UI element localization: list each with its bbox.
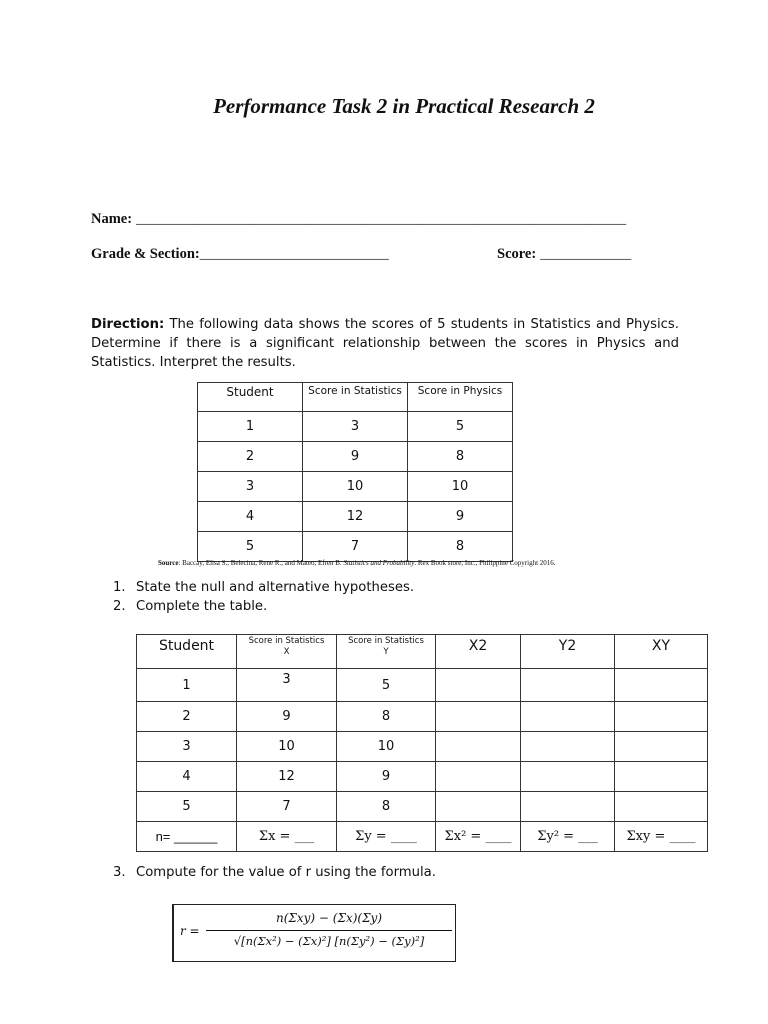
sum-n[interactable]: n= ______ <box>137 822 237 852</box>
header-xy: XY <box>615 635 708 669</box>
direction-label: Direction: <box>91 317 165 332</box>
table-row <box>198 532 513 562</box>
table-row <box>137 669 708 702</box>
cell-y: 9 <box>337 762 436 792</box>
formula-lhs: r = <box>180 924 200 938</box>
cell-y-squared[interactable] <box>521 762 615 792</box>
header-score-x-line1: Score in Statistics <box>248 636 325 646</box>
cell-x-squared[interactable] <box>436 732 521 762</box>
table-row <box>137 702 708 732</box>
source-label: Source <box>158 559 179 567</box>
formula-box <box>172 904 456 962</box>
cell-xy[interactable] <box>615 762 708 792</box>
instruction-item <box>113 580 414 595</box>
instruction-item <box>113 865 436 880</box>
cell-y: 10 <box>337 732 436 762</box>
header-student: Student <box>137 635 237 669</box>
cell-student: 2 <box>137 702 237 732</box>
cell-y: 8 <box>337 792 436 822</box>
instruction-number: 3. <box>113 865 126 880</box>
header-y-squared-label: Y2 <box>558 638 577 654</box>
table-row <box>137 762 708 792</box>
header-score-x <box>237 635 337 669</box>
source-citation <box>158 559 556 567</box>
header-score-y-line1: Score in Statistics <box>348 636 424 646</box>
cell-x-squared[interactable] <box>436 702 521 732</box>
grade-section-field[interactable] <box>91 245 389 263</box>
cell-student: 5 <box>137 792 237 822</box>
cell-x: 7 <box>237 792 337 822</box>
cell-student: 5 <box>198 532 303 562</box>
cell-student: 3 <box>137 732 237 762</box>
header-x-squared-label: X2 <box>468 638 488 654</box>
cell-student: 4 <box>198 502 303 532</box>
table-row <box>137 732 708 762</box>
cell-x: 9 <box>237 702 337 732</box>
cell-physics: 5 <box>408 412 513 442</box>
cell-student: 3 <box>198 472 303 502</box>
cell-x: 10 <box>237 732 337 762</box>
table-header-row <box>137 635 708 669</box>
cell-physics: 8 <box>408 532 513 562</box>
scores-table <box>197 382 513 562</box>
header-score-x-line2: X <box>283 647 290 657</box>
formula-numerator: n(Σxy) − (Σx)(Σy) <box>275 911 383 925</box>
header-score-y-line2: Y <box>383 647 389 657</box>
sum-y-squared[interactable]: Σy² = ___ <box>521 822 615 852</box>
cell-statistics: 9 <box>303 442 408 472</box>
cell-y-squared[interactable] <box>521 732 615 762</box>
header-score-statistics: Score in Statistics <box>303 383 408 412</box>
instruction-text: Compute for the value of r using the formula. <box>136 865 436 880</box>
table-row <box>137 792 708 822</box>
header-score-physics: Score in Physics <box>408 383 513 412</box>
sum-row <box>137 822 708 852</box>
cell-xy[interactable] <box>615 702 708 732</box>
fraction-bar <box>206 930 452 931</box>
instruction-item <box>113 599 267 614</box>
sum-y[interactable]: Σy = ____ <box>337 822 436 852</box>
table-row <box>198 412 513 442</box>
cell-student: 4 <box>137 762 237 792</box>
name-line: ______________________________________________________________________ <box>136 212 627 227</box>
instruction-number: 1. <box>113 580 126 595</box>
cell-x-squared[interactable] <box>436 762 521 792</box>
grade-section-line: ___________________________ <box>199 247 389 262</box>
cell-x-squared[interactable] <box>436 792 521 822</box>
cell-student: 2 <box>198 442 303 472</box>
source-text: : Baccay, Elisa S., Belecina, Rene R., and Mateo, Efren B. <box>178 559 344 567</box>
cell-y-squared[interactable] <box>521 669 615 702</box>
cell-xy[interactable] <box>615 669 708 702</box>
cell-physics: 9 <box>408 502 513 532</box>
table-row <box>198 472 513 502</box>
cell-physics: 8 <box>408 442 513 472</box>
computation-table <box>136 634 708 852</box>
source-tail: . Rex Book store, Inc., Philippine Copyright 2016. <box>414 559 556 567</box>
cell-xy[interactable] <box>615 792 708 822</box>
table-header-row <box>198 383 513 412</box>
name-label: Name: <box>91 211 133 227</box>
cell-y-squared[interactable] <box>521 702 615 732</box>
header-y-squared <box>521 635 615 669</box>
cell-x: 12 <box>237 762 337 792</box>
score-line: _____________ <box>540 247 632 262</box>
cell-x: 3 <box>237 669 337 702</box>
name-field[interactable] <box>91 210 626 228</box>
table-row <box>198 442 513 472</box>
sum-xy[interactable]: Σxy = ____ <box>615 822 708 852</box>
cell-statistics: 7 <box>303 532 408 562</box>
cell-xy[interactable] <box>615 732 708 762</box>
cell-y-squared[interactable] <box>521 792 615 822</box>
cell-x-squared[interactable] <box>436 669 521 702</box>
sum-x[interactable]: Σx = ___ <box>237 822 337 852</box>
cell-statistics: 3 <box>303 412 408 442</box>
cell-statistics: 10 <box>303 472 408 502</box>
header-x-squared <box>436 635 521 669</box>
instruction-text: Complete the table. <box>136 599 268 614</box>
instruction-text: State the null and alternative hypotheses. <box>136 580 415 595</box>
source-book-title: Statistics and Probability <box>343 559 415 567</box>
cell-y: 5 <box>337 669 436 702</box>
direction-paragraph <box>91 315 679 372</box>
score-label: Score: <box>497 246 537 262</box>
cell-student: 1 <box>198 412 303 442</box>
cell-student: 1 <box>137 669 237 702</box>
table-row <box>198 502 513 532</box>
instruction-number: 2. <box>113 599 126 614</box>
header-score-y <box>337 635 436 669</box>
sum-x-squared[interactable]: Σx² = ____ <box>436 822 521 852</box>
formula-denominator: √[n(Σx²) − (Σx)²] [n(Σy²) − (Σy)²] <box>233 934 425 948</box>
cell-physics: 10 <box>408 472 513 502</box>
score-field[interactable] <box>497 245 631 263</box>
cell-statistics: 12 <box>303 502 408 532</box>
header-student: Student <box>198 383 303 412</box>
cell-y: 8 <box>337 702 436 732</box>
grade-section-label: Grade & Section: <box>91 246 200 262</box>
direction-text: The following data shows the scores of 5 students in Statistics and Physics. Determine if there is a significant relationship between the scores in Physics and Statistics. Interpret the results. <box>91 317 679 370</box>
page-title: Performance Task 2 in Practical Research 2 <box>213 94 595 118</box>
